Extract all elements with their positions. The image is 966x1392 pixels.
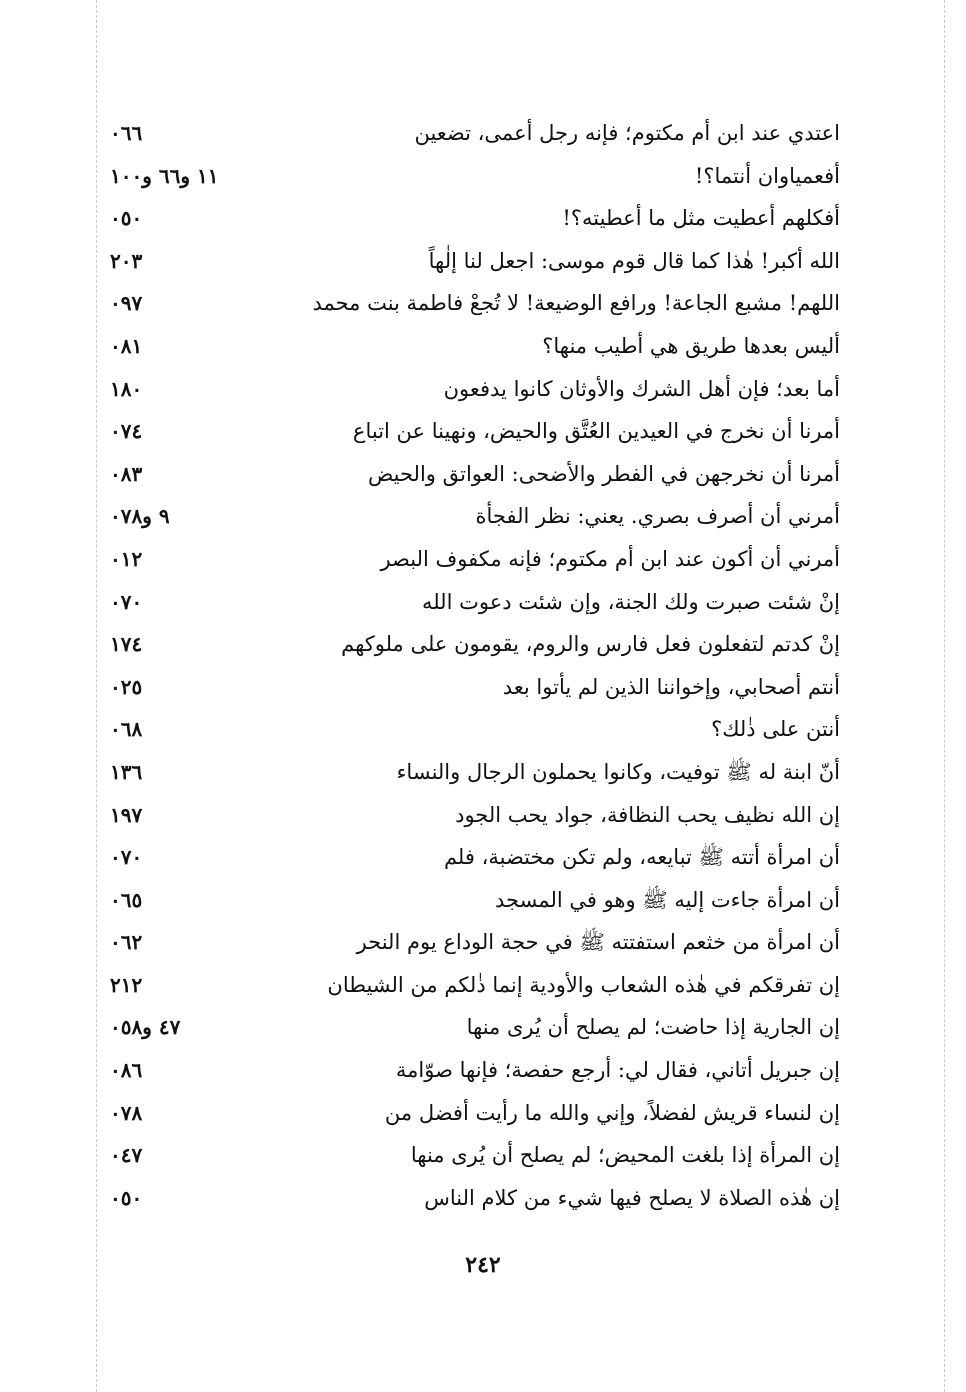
scan-edge-left [96, 0, 97, 1392]
index-row [110, 1092, 840, 1135]
index-row [110, 1177, 840, 1220]
index-row [110, 155, 840, 198]
index-row [110, 964, 840, 1007]
index-row [110, 708, 840, 751]
hadith-reference-number: ١٧٤ [110, 632, 143, 657]
hadith-reference-number: ٠٨٣ [110, 461, 143, 486]
hadith-text: الله أكبر! هٰذا كما قال قوم موسى: اجعل لنا إلٰهاً [428, 248, 840, 273]
index-row [110, 921, 840, 964]
index-row [110, 1006, 840, 1049]
index-row [110, 240, 840, 283]
hadith-text: إن المرأة إذا بلغت المحيض؛ لم يصلح أن يُرى منها [410, 1143, 840, 1168]
hadith-reference-number: ١١ و٦٦ و١٠٠ [110, 163, 219, 188]
hadith-text: أمرني أن أكون عند ابن أم مكتوم؛ فإنه مكفوف البصر [380, 546, 840, 571]
hadith-text: إن الله نظيف يحب النظافة، جواد يحب الجود [455, 802, 840, 827]
hadith-reference-number: ١٨٠ [110, 376, 143, 401]
scan-edge-right [944, 0, 945, 1392]
hadith-reference-number: ٠٧٨ [110, 1100, 143, 1125]
hadith-text: أما بعد؛ فإن أهل الشرك والأوثان كانوا يدفعون [443, 376, 840, 401]
index-row [110, 495, 840, 538]
hadith-text: أمرنا أن نخرجهن في الفطر والأضحى: العواتق والحيض [367, 461, 840, 486]
hadith-text: أمرنا أن نخرج في العيدين العُتَّق والحيض، ونهينا عن اتباع [352, 419, 840, 444]
index-row [110, 1049, 840, 1092]
hadith-reference-number: ٠٨١ [110, 333, 143, 358]
hadith-reference-number: ٠٥٠ [110, 206, 143, 231]
index-row [110, 879, 840, 922]
hadith-text: أفكلهم أعطيت مثل ما أعطيته؟! [562, 206, 840, 231]
hadith-reference-number: ٠٧٠ [110, 589, 143, 614]
index-row [110, 538, 840, 581]
hadith-reference-number: ٠٨٦ [110, 1058, 143, 1083]
hadith-text: أليس بعدها طريق هي أطيب منها؟ [542, 333, 840, 358]
hadith-reference-number: ٠٦٦ [110, 121, 143, 145]
index-row [110, 751, 840, 794]
hadith-text: اللهم! مشبع الجاعة! ورافع الوضيعة! لا تُجعْ فاطمة بنت محمد [312, 291, 840, 316]
hadith-reference-number: ٢٠٣ [110, 248, 143, 273]
index-row [110, 112, 840, 155]
hadith-text: أن امرأة أتته ﷺ تبايعه، ولم تكن مختضبة، فلم [443, 845, 840, 870]
index-row [110, 368, 840, 411]
index-row [110, 197, 840, 240]
hadith-text: اعتدي عند ابن أم مكتوم؛ فإنه رجل أعمى، تضعين [414, 121, 840, 145]
index-row [110, 581, 840, 624]
hadith-reference-number: ٤٧ و٠٥٨ [110, 1015, 181, 1040]
hadith-text: إن جبريل أتاني، فقال لي: أرجع حفصة؛ فإنها صوّامة [395, 1058, 840, 1083]
index-row [110, 325, 840, 368]
index-row [110, 666, 840, 709]
hadith-reference-number: ٠١٢ [110, 546, 143, 571]
index-row [110, 282, 840, 325]
hadith-text: أنتم أصحابي، وإخواننا الذين لم يأتوا بعد [502, 674, 840, 699]
hadith-text: إن الجارية إذا حاضت؛ لم يصلح أن يُرى منها [466, 1015, 840, 1040]
hadith-reference-number: ٠٦٢ [110, 930, 143, 955]
page-number: ٢٤٢ [465, 1252, 501, 1278]
hadith-text: أنتن على ذٰلك؟ [711, 717, 840, 742]
hadith-reference-number: ٠٥٠ [110, 1185, 143, 1210]
hadith-reference-number: ٠٦٨ [110, 717, 143, 742]
hadith-text: إنْ كدتم لتفعلون فعل فارس والروم، يقومون على ملوكهم [341, 632, 840, 657]
hadith-reference-number: ٠٦٥ [110, 887, 143, 912]
index-row [110, 453, 840, 496]
hadith-reference-number: ٠٢٥ [110, 674, 143, 699]
hadith-text: إن تفرقكم في هٰذه الشعاب والأودية إنما ذٰلكم من الشيطان [327, 972, 840, 997]
hadith-text: أن امرأة جاءت إليه ﷺ وهو في المسجد [494, 887, 840, 912]
hadith-text: إنْ شئت صبرت ولك الجنة، وإن شئت دعوت الله [421, 589, 840, 614]
index-row [110, 836, 840, 879]
index-row [110, 794, 840, 837]
hadith-reference-number: ٠٩٧ [110, 291, 143, 316]
hadith-text: أنّ ابنة له ﷺ توفيت، وكانوا يحملون الرجال والنساء [396, 759, 840, 784]
hadith-text: أمرني أن أصرف بصري. يعني: نظر الفجأة [475, 504, 840, 529]
hadith-reference-number: ١٩٧ [110, 802, 143, 827]
hadith-reference-number: ٠٤٧ [110, 1143, 143, 1168]
hadith-reference-number: ٢١٢ [110, 972, 143, 997]
hadith-text: إن هٰذه الصلاة لا يصلح فيها شيء من كلام الناس [424, 1185, 840, 1210]
hadith-text: إن لنساء قريش لفضلاً، وإني والله ما رأيت أفضل من [384, 1100, 840, 1125]
index-row [110, 623, 840, 666]
hadith-reference-number: ٩ و٠٧٨ [110, 504, 170, 529]
hadith-text: أفعمياوان أنتما؟! [694, 163, 840, 188]
hadith-text: أن امرأة من خثعم استفتته ﷺ في حجة الوداع يوم النحر [356, 930, 840, 955]
hadith-reference-number: ٠٧٠ [110, 845, 143, 870]
hadith-reference-number: ٠٧٤ [110, 419, 143, 444]
hadith-reference-number: ١٣٦ [110, 759, 143, 784]
hadith-index-list [110, 112, 840, 1219]
index-row [110, 1134, 840, 1177]
index-row [110, 410, 840, 453]
